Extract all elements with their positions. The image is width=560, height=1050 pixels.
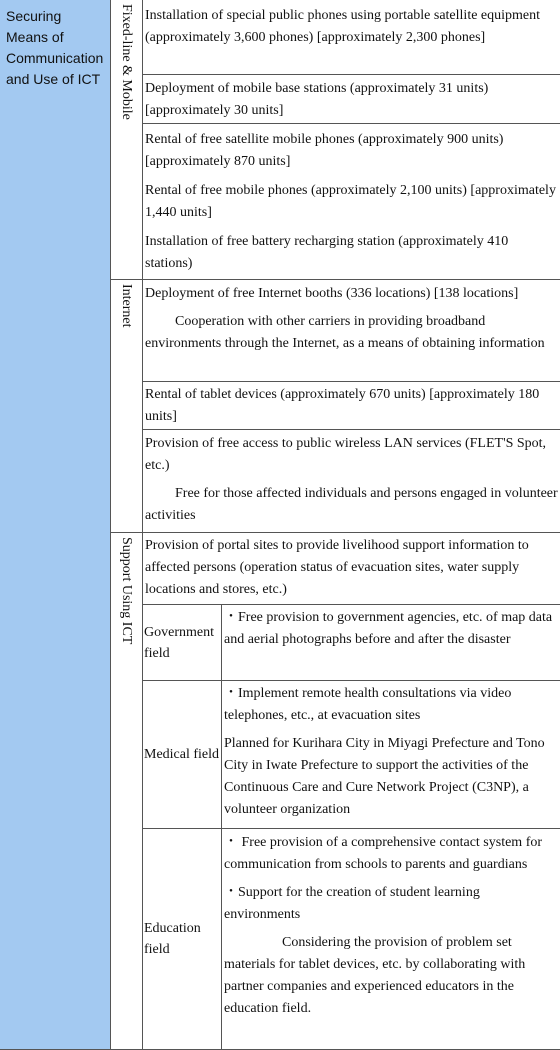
table-row [143, 430, 560, 533]
field-government-detail [222, 605, 560, 681]
field-label: Education field [144, 921, 201, 957]
item-text: Provision of free access to public wireless LAN services (FLET'S Spot, etc.) [145, 436, 547, 473]
item-note: Cooperation with other carriers in providing broadband environments through the Internet, as a means of obtaining information [145, 314, 545, 351]
item-text: Deployment of mobile base stations (approximately 31 units) [approximately 30 units] [145, 81, 489, 118]
section-internet-cell [111, 280, 143, 533]
item-note: Free for those affected individuals and persons engaged in volunteer activities [145, 486, 558, 523]
category-label: Securing Means of Communication and Use of ICT [6, 8, 104, 87]
item-text: Provision of portal sites to provide livelihood support information to affected persons (operation status of evacuation sites, water supply locations and stores, etc.) [145, 538, 529, 597]
field-government-cell [143, 605, 222, 681]
detail-text: ・ Free provision of a comprehensive contact system for communication from schools to parents and guardians [224, 835, 543, 872]
item-text: Installation of special public phones using portable satellite equipment (approximately 3,600 phones) [approximately 2,300 phones] [145, 8, 541, 45]
section-internet-label: Internet [119, 284, 134, 328]
detail-text: Considering the provision of problem set materials for tablet devices, etc. by collaborating with partner companies and experienced educators in the education field. [224, 935, 526, 1016]
section-fixed-mobile-label: Fixed-line & Mobile [119, 4, 134, 120]
detail-text: ・Support for the creation of student learning environments [224, 885, 480, 922]
section-support-ict-label: Support Using ICT [119, 537, 134, 645]
category-cell [0, 0, 111, 1050]
table-row [143, 0, 560, 75]
table-row [143, 75, 560, 124]
field-label: Government field [144, 624, 214, 661]
table-row [143, 280, 560, 382]
table-row [143, 382, 560, 430]
item-text: Deployment of free Internet booths (336 locations) [138 locations] [145, 286, 519, 301]
item-text: Rental of tablet devices (approximately 670 units) [approximately 180 units] [145, 387, 540, 424]
item-text: Rental of free satellite mobile phones (approximately 900 units) [approximately 870 units] [145, 132, 504, 169]
section-fixed-mobile-cell [111, 0, 143, 280]
field-medical-detail [222, 681, 560, 829]
item-text: Installation of free battery recharging station (approximately 410 stations) [145, 234, 509, 271]
field-education-cell [143, 829, 222, 1050]
table-row-group [143, 124, 560, 280]
table-row [143, 533, 560, 605]
section-support-ict-cell [111, 533, 143, 1050]
detail-text: ・Free provision to government agencies, etc. of map data and aerial photographs before and after the disaster [224, 610, 553, 647]
field-medical-cell [143, 681, 222, 829]
detail-text: Planned for Kurihara City in Miyagi Prefecture and Tono City in Iwate Prefecture to support the activities of the Continuous Care and Cure Network Project (C3NP), a volunteer organization [224, 736, 545, 817]
item-text: Rental of free mobile phones (approximately 2,100 units) [approximately 1,440 units] [145, 183, 556, 220]
field-education-detail [222, 829, 560, 1050]
detail-text: ・Implement remote health consultations via video telephones, etc., at evacuation sites [224, 686, 512, 723]
field-label: Medical field [144, 747, 220, 762]
